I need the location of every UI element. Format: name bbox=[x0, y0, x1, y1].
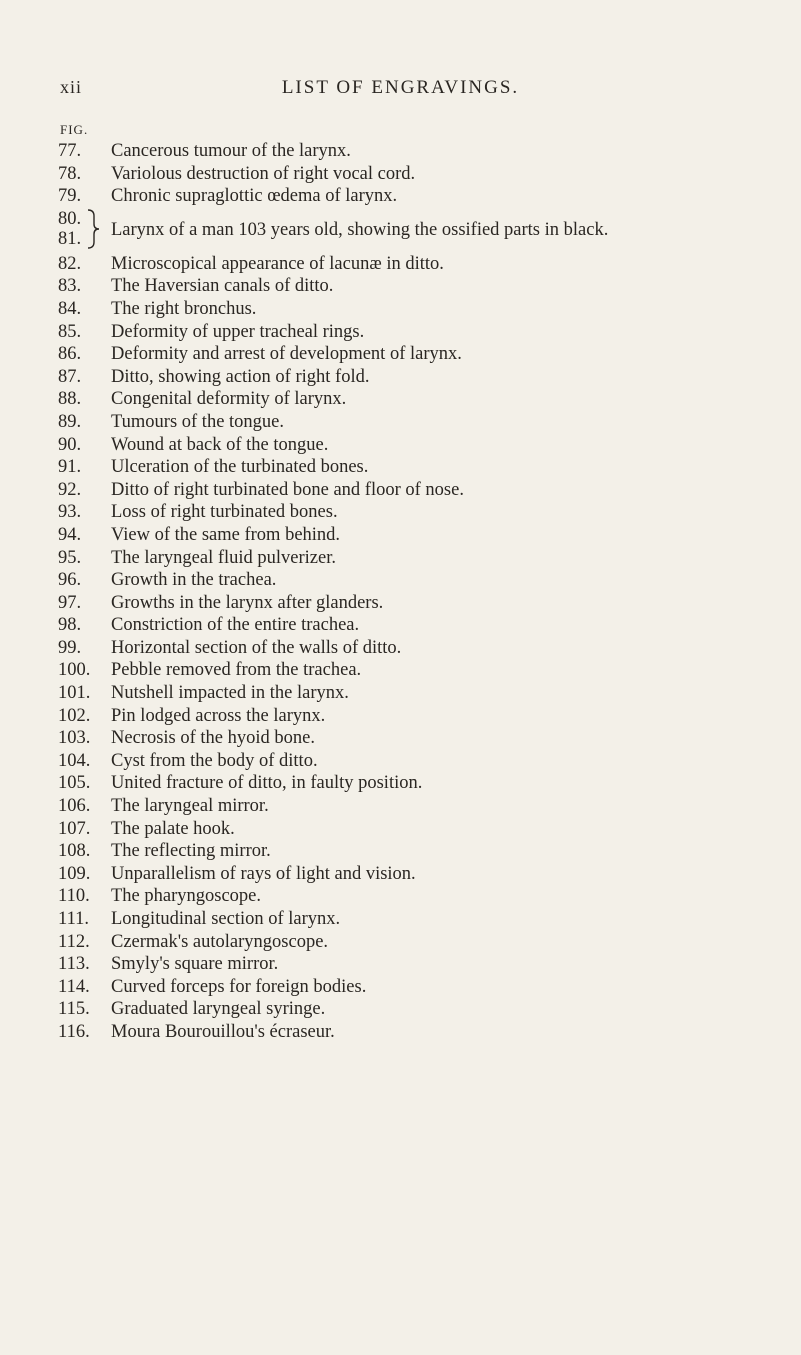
figure-caption: Cancerous tumour of the larynx. bbox=[111, 141, 351, 161]
figure-caption: Smyly's square mirror. bbox=[111, 954, 279, 975]
list-item bbox=[0, 592, 801, 615]
figure-caption: Pebble removed from the trachea. bbox=[111, 660, 362, 681]
list-item bbox=[0, 253, 801, 276]
list-item bbox=[0, 298, 801, 321]
figure-number: 80. bbox=[58, 208, 82, 229]
page-number: xii bbox=[60, 77, 83, 97]
figure-number: 111. bbox=[58, 909, 90, 929]
list-item bbox=[0, 885, 801, 908]
fig-column-label: FIG. bbox=[60, 122, 89, 137]
list-item bbox=[0, 998, 801, 1021]
figure-caption: Moura Bourouillou's écraseur. bbox=[111, 1021, 335, 1042]
figure-number: 78. bbox=[58, 163, 82, 184]
list-item bbox=[0, 727, 801, 750]
list-item bbox=[0, 569, 801, 592]
list-item bbox=[0, 863, 801, 886]
figure-number: 77. bbox=[58, 141, 82, 161]
list-item bbox=[0, 501, 801, 524]
list-item bbox=[0, 953, 801, 976]
list-item bbox=[0, 275, 801, 298]
list-item bbox=[0, 614, 801, 637]
figure-caption: Congenital deformity of larynx. bbox=[111, 389, 347, 410]
figure-number: 104. bbox=[58, 750, 91, 771]
list-item bbox=[0, 208, 801, 253]
figure-number: 87. bbox=[58, 366, 82, 387]
figure-number: 90. bbox=[58, 434, 82, 455]
figure-caption: Graduated laryngeal syringe. bbox=[111, 999, 326, 1020]
list-item bbox=[0, 524, 801, 547]
figure-caption: Larynx of a man 103 years old, showing the ossified parts in black. bbox=[111, 219, 609, 240]
figure-number: 106. bbox=[58, 796, 91, 817]
figure-caption: Longitudinal section of larynx. bbox=[111, 909, 341, 929]
figure-caption: Pin lodged across the larynx. bbox=[111, 705, 326, 726]
figure-caption: Unparallelism of rays of light and vision. bbox=[111, 863, 416, 884]
list-item bbox=[0, 547, 801, 570]
figure-caption: Ditto of right turbinated bone and floor of nose. bbox=[111, 479, 464, 500]
list-item bbox=[0, 931, 801, 954]
figure-caption: Czermak's autolaryngoscope. bbox=[111, 931, 329, 952]
figure-number: 115. bbox=[58, 999, 90, 1020]
figure-number: 105. bbox=[58, 773, 91, 794]
figure-caption: United fracture of ditto, in faulty position. bbox=[111, 773, 423, 794]
list-item bbox=[0, 163, 801, 186]
figure-number: 98. bbox=[58, 615, 82, 636]
brace-icon bbox=[86, 208, 106, 250]
list-item bbox=[0, 750, 801, 773]
figure-number: 116. bbox=[58, 1021, 90, 1042]
figure-number: 101. bbox=[58, 683, 91, 704]
figure-caption: Growth in the trachea. bbox=[111, 570, 277, 591]
figure-number: 82. bbox=[58, 253, 82, 274]
figure-number: 97. bbox=[58, 592, 82, 613]
list-item bbox=[0, 795, 801, 818]
list-item bbox=[0, 976, 801, 999]
list-item bbox=[0, 659, 801, 682]
figure-number: 112. bbox=[58, 931, 90, 952]
figure-caption: Wound at back of the tongue. bbox=[111, 434, 329, 455]
figure-caption: Loss of right turbinated bones. bbox=[111, 502, 338, 523]
figure-number: 84. bbox=[58, 298, 82, 319]
figure-number: 110. bbox=[58, 886, 90, 907]
figure-caption: Cyst from the body of ditto. bbox=[111, 750, 318, 771]
list-item bbox=[0, 321, 801, 344]
figure-number: 88. bbox=[58, 389, 82, 410]
figure-number: 86. bbox=[58, 344, 82, 365]
figure-number: 92. bbox=[58, 479, 82, 500]
list-item bbox=[0, 140, 801, 163]
figure-number: 109. bbox=[58, 863, 91, 884]
figure-number: 94. bbox=[58, 524, 82, 545]
figure-number: 91. bbox=[58, 457, 82, 478]
figure-number: 96. bbox=[58, 570, 82, 591]
figure-caption: Nutshell impacted in the larynx. bbox=[111, 683, 349, 704]
figure-caption: Constriction of the entire trachea. bbox=[111, 615, 360, 636]
list-item bbox=[0, 682, 801, 705]
figure-number: 81. bbox=[58, 228, 82, 249]
figure-caption: The Haversian canals of ditto. bbox=[111, 276, 334, 297]
list-item bbox=[0, 1021, 801, 1044]
list-item bbox=[0, 388, 801, 411]
figure-number: 107. bbox=[58, 818, 91, 839]
list-item bbox=[0, 185, 801, 208]
figure-number: 89. bbox=[58, 411, 82, 432]
figure-number: 100. bbox=[58, 660, 91, 681]
figure-caption: The pharyngoscope. bbox=[111, 886, 262, 907]
figure-caption: Curved forceps for foreign bodies. bbox=[111, 976, 367, 997]
figure-caption: The right bronchus. bbox=[111, 298, 257, 319]
figure-number: 103. bbox=[58, 728, 91, 749]
figure-caption: Necrosis of the hyoid bone. bbox=[111, 728, 315, 749]
list-item bbox=[0, 772, 801, 795]
list-item bbox=[0, 479, 801, 502]
list-item bbox=[0, 818, 801, 841]
list-item bbox=[0, 456, 801, 479]
figure-caption: Ditto, showing action of right fold. bbox=[111, 366, 370, 387]
figure-caption: The laryngeal fluid pulverizer. bbox=[111, 547, 336, 568]
figure-caption: Deformity and arrest of development of larynx. bbox=[111, 344, 462, 365]
figure-number: 113. bbox=[58, 954, 90, 975]
figure-number: 79. bbox=[58, 186, 82, 207]
figure-number: 83. bbox=[58, 276, 82, 297]
list-item bbox=[0, 434, 801, 457]
figure-caption: The reflecting mirror. bbox=[111, 841, 271, 862]
list-item bbox=[0, 705, 801, 728]
figure-caption: Ulceration of the turbinated bones. bbox=[111, 457, 369, 478]
list-item bbox=[0, 840, 801, 863]
list-item bbox=[0, 343, 801, 366]
figure-caption: Microscopical appearance of lacunæ in ditto. bbox=[111, 253, 444, 274]
figure-number: 95. bbox=[58, 547, 82, 568]
figure-number: 114. bbox=[58, 976, 90, 997]
list-item bbox=[0, 411, 801, 434]
figure-number: 102. bbox=[58, 705, 91, 726]
engravings-list bbox=[0, 140, 801, 1044]
page-title: LIST OF ENGRAVINGS. bbox=[281, 77, 520, 98]
list-item bbox=[0, 908, 801, 931]
figure-caption: The laryngeal mirror. bbox=[111, 796, 269, 817]
list-item bbox=[0, 366, 801, 389]
figure-caption: Tumours of the tongue. bbox=[111, 411, 285, 432]
figure-number: 108. bbox=[58, 841, 91, 862]
figure-number: 99. bbox=[58, 637, 82, 658]
figure-caption: Deformity of upper tracheal rings. bbox=[111, 321, 365, 342]
figure-caption: Chronic supraglottic œdema of larynx. bbox=[111, 186, 398, 207]
figure-caption: Growths in the larynx after glanders. bbox=[111, 592, 384, 613]
figure-number: 85. bbox=[58, 321, 82, 342]
list-item bbox=[0, 637, 801, 660]
figure-caption: View of the same from behind. bbox=[111, 524, 341, 545]
figure-caption: Variolous destruction of right vocal cord. bbox=[111, 163, 416, 184]
figure-number: 93. bbox=[58, 502, 82, 523]
figure-caption: Horizontal section of the walls of ditto. bbox=[111, 637, 402, 658]
figure-caption: The palate hook. bbox=[111, 818, 235, 839]
